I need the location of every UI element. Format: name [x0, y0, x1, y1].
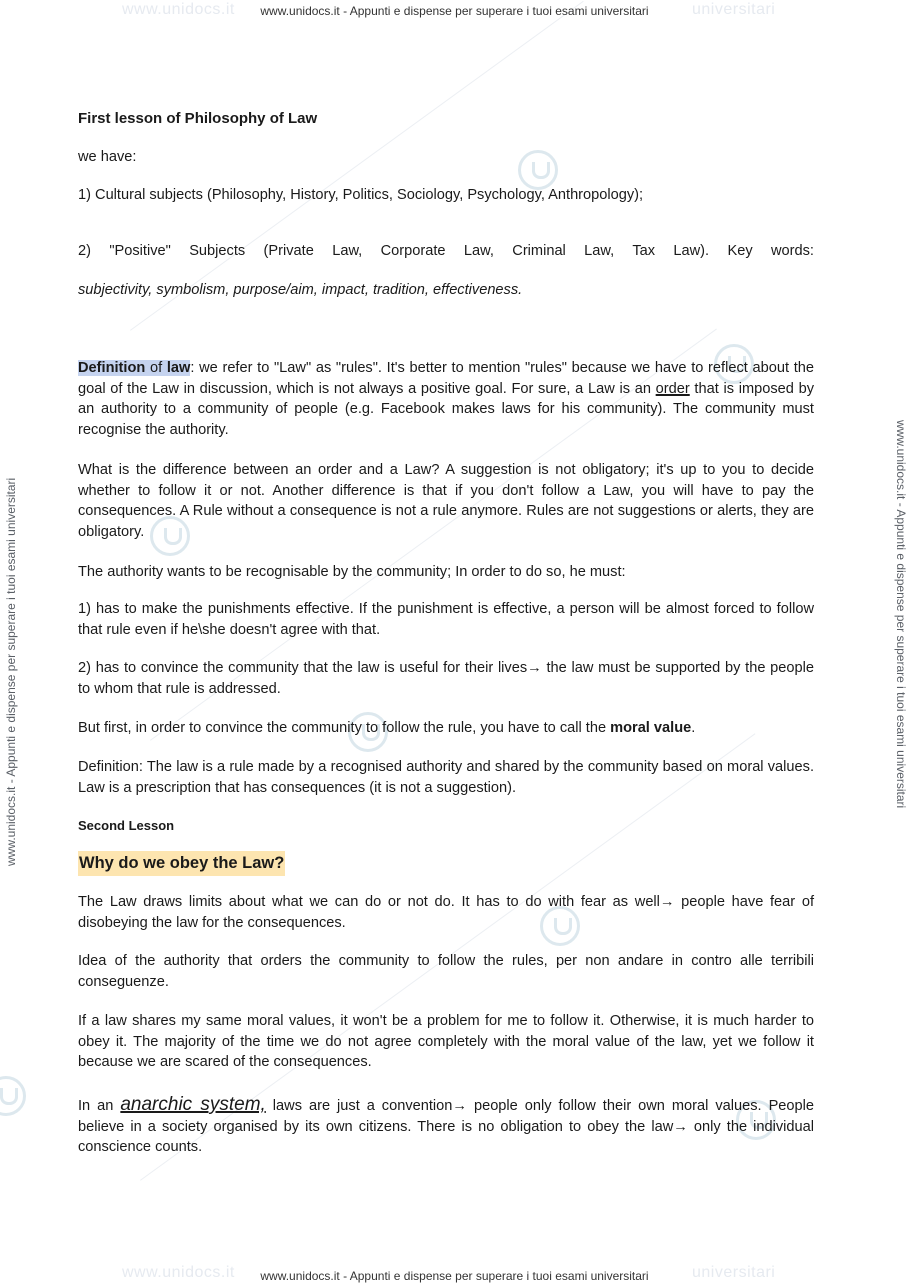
unidocs-logo-icon — [0, 1076, 26, 1116]
list-item-cultural-subjects: 1) Cultural subjects (Philosophy, History, Politics, Sociology, Psychology, Anthropology); — [78, 187, 644, 203]
ghost-watermark-left: www.unidocs.it — [122, 1, 235, 18]
authority-paragraph: The authority wants to be recognisable by the community; In order to do so, he must: — [78, 564, 626, 580]
ghost-watermark-right: universitari — [692, 1, 776, 18]
definition-paragraph: Definition of law: we refer to "Law" as "rules". It's better to mention "rules" because we have to reflect about the goal of the Law in discussion, which is not always a positive goal. For sure, a Law is an order that is imposed by an authority to a community of people (e.g. Facebook makes laws for his community). The community must recognise the authority. — [78, 360, 814, 438]
moral-value-paragraph: But first, in order to convince the community to follow the rule, you have to call the moral value. — [78, 720, 696, 736]
point-one-paragraph: 1) has to make the punishments effective. If the punishment is effective, a person will be almost forced to follow that rule even if he\she doesn't agree with that. — [78, 601, 814, 638]
keywords-line: subjectivity, symbolism, purpose/aim, impact, tradition, effectiveness. — [78, 282, 523, 298]
moral-value-term: moral value — [610, 720, 692, 736]
underlined-order: order — [655, 380, 690, 397]
footer-watermark: www.unidocs.it - Appunti e dispense per superare i tuoi esami universitari — [260, 1269, 649, 1283]
ghost-watermark-right-bottom: universitari — [692, 1264, 776, 1281]
header-watermark: www.unidocs.it - Appunti e dispense per superare i tuoi esami universitari — [260, 4, 649, 18]
document-title: First lesson of Philosophy of Law — [78, 110, 318, 127]
ghost-watermark-left-bottom: www.unidocs.it — [122, 1264, 235, 1281]
idea-paragraph: Idea of the authority that orders the community to follow the rules, per non andare in contro alle terribili conseguenze. — [78, 953, 814, 990]
limits-paragraph: The Law draws limits about what we can do or not do. It has to do with fear as well→ people have fear of disobeying the law for the consequences. — [78, 894, 814, 931]
left-side-watermark: www.unidocs.it - Appunti e dispense per superare i tuoi esami universitari — [4, 477, 18, 866]
second-lesson-heading: Second Lesson — [78, 818, 175, 833]
right-side-watermark: www.unidocs.it - Appunti e dispense per superare i tuoi esami universitari — [894, 420, 908, 809]
anarchic-system-term: anarchic system, — [120, 1094, 266, 1115]
shares-paragraph: If a law shares my same moral values, it won't be a problem for me to follow it. Otherwise, it is much harder to obey it. The majority of the time we do not agree completely with the moral value of the law, yet we follow it because we are scared of the consequences. — [78, 1013, 814, 1070]
difference-paragraph: What is the difference between an order and a Law? A suggestion is not obligatory; it's up to you to decide whether to follow it or not. Another difference is that if you don't follow a Law, you will have to pay the consequences. A Rule without a consequence is not a rule anymore. Rules are not suggestions or alerts, they are obligatory. — [78, 462, 814, 540]
why-obey-heading: Why do we obey the Law? — [78, 851, 285, 876]
point-two-paragraph: 2) has to convince the community that the law is useful for their lives→ the law must be supported by the people to whom that rule is addressed. — [78, 660, 814, 697]
definition-term-highlight: Definition of law — [78, 360, 191, 376]
we-have-line: we have: — [78, 149, 137, 165]
anarchic-paragraph: In an anarchic system, laws are just a convention→ people only follow their own moral values. People believe in a society organised by its own citizens. There is no obligation to obey the law→ only the individual conscience counts. — [78, 1094, 815, 1155]
definition-two-paragraph: Definition: The law is a rule made by a recognised authority and shared by the community based on moral values. Law is a prescription that has consequences (it is not a suggestion). — [78, 759, 814, 796]
why-obey-heading-wrap — [78, 851, 814, 876]
list-item-positive-subjects: 2) "Positive" Subjects (Private Law, Corporate Law, Criminal Law, Tax Law). Key words: — [78, 243, 814, 259]
